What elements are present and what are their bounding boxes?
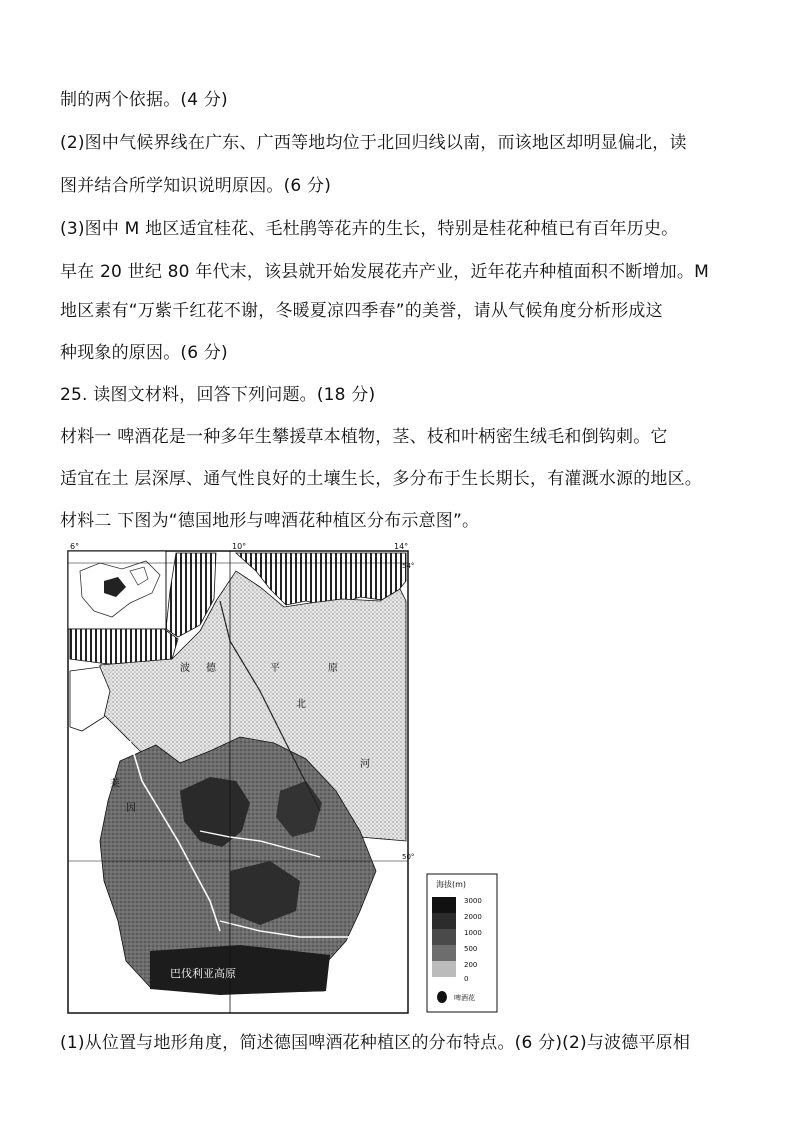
lat-label: 50° <box>402 853 415 861</box>
question-number: 25. 读图文材料，回答下列问题。(18 分) <box>60 385 376 405</box>
legend-level: 2000 <box>464 913 482 921</box>
legend-level: 200 <box>464 961 478 969</box>
region-label: 原 <box>328 663 338 674</box>
legend-symbol-label: 啤酒花 <box>454 994 475 1002</box>
lon-label: 6° <box>70 542 80 551</box>
text-line: 地区素有“万紫千红花不谢，冬暖夏凉四季春”的美誉，请从气候角度分析形成这 <box>60 301 663 321</box>
text-line: 图并结合所学知识说明原因。(6 分) <box>60 176 332 196</box>
material-two: 材料二 下图为“德国地形与啤酒花种植区分布示意图”。 <box>60 511 480 531</box>
elevation-legend <box>426 873 498 1013</box>
region-label: 北 <box>296 699 306 710</box>
region-label: 平 <box>270 663 280 674</box>
text-line: 早在 20 世纪 80 年代末，该县就开始发展花卉产业，近年花卉种植面积不断增加。M <box>60 262 709 282</box>
text-line: 制的两个依据。(4 分) <box>60 90 228 110</box>
germany-terrain-map <box>60 541 420 1019</box>
material-one: 材料一 啤酒花是一种多年生攀援草本植物，茎、枝和叶柄密生绒毛和倒钩刺。它 <box>60 427 668 447</box>
legend-level: 1000 <box>464 929 482 937</box>
legend-level: 500 <box>464 945 478 953</box>
legend-title: 海拔(m) <box>436 880 467 889</box>
region-label: 波 <box>180 663 190 674</box>
text-line: 适宜在土 层深厚、通气性良好的土壤生长，多分布于生长期长，有灌溉水源的地区。 <box>60 469 703 489</box>
bavarian-plateau-label: 巴伐利亚高原 <box>170 967 236 980</box>
text-line: (3)图中 M 地区适宜桂花、毛杜鹃等花卉的生长，特别是桂花种植已有百年历史。 <box>60 219 679 239</box>
lon-label: 14° <box>394 542 409 551</box>
region-label: 德 <box>206 663 216 674</box>
text-line: (1)从位置与地形角度，简述德国啤酒花种植区的分布特点。(6 分)(2)与波德平原相 <box>60 1033 691 1053</box>
region-label: 因 <box>126 803 136 814</box>
text-line: 种现象的原因。(6 分) <box>60 343 228 363</box>
lat-label: 54° <box>402 562 415 570</box>
legend-level: 3000 <box>464 897 482 905</box>
river-label: 河 <box>360 759 370 770</box>
lon-label: 10° <box>232 542 247 551</box>
text-line: (2)图中气候界线在广东、广西等地均位于北回归线以南，而该地区却明显偏北，读 <box>60 133 687 153</box>
hop-symbol-icon <box>437 991 447 1003</box>
legend-level: 0 <box>464 975 469 983</box>
region-label: 莱 <box>110 779 120 790</box>
